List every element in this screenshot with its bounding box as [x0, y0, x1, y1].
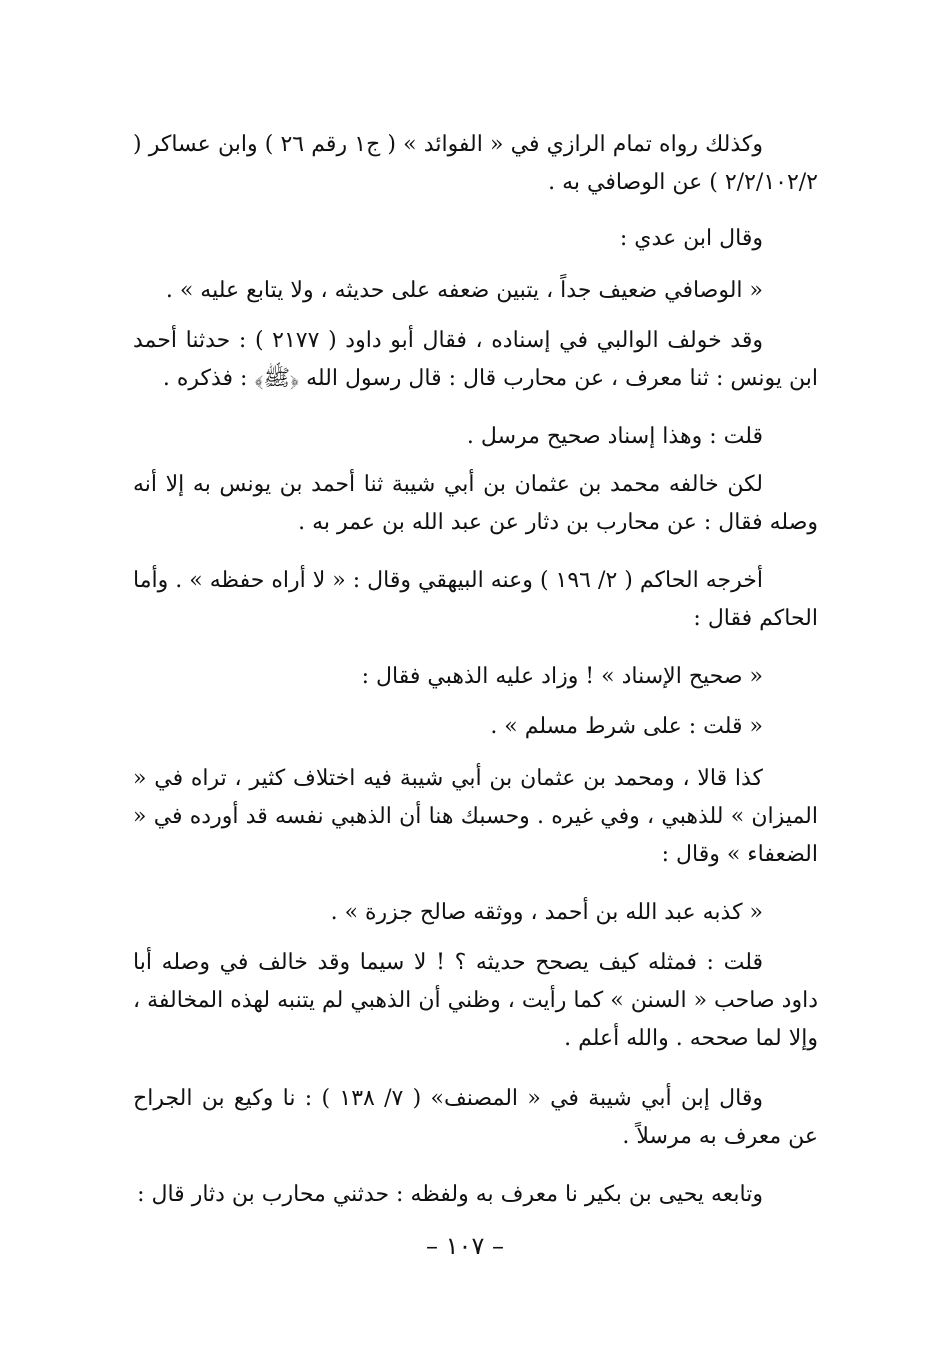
paragraph-3: « الوصافي ضعيف جداً ، يتبين ضعفه على حديثه ، ولا يتابع عليه » .	[165, 278, 763, 303]
paragraph-8: « صحيح الإسناد » ! وزاد عليه الذهبي فقال :	[361, 664, 763, 689]
page-number: – ١٠٧ –	[426, 1232, 504, 1260]
paragraph-2: وقال ابن عدي :	[619, 226, 763, 251]
paragraph-11: « كذبه عبد الله بن أحمد ، ووثقه صالح جزرة » .	[330, 900, 763, 925]
paragraph-7: أخرجه الحاكم ( ٢/ ١٩٦ ) وعنه البيهقي وقال : « لا أراه حفظه » . وأما الحاكم فقال :	[133, 568, 818, 631]
paragraph-5: قلت : وهذا إسناد صحيح مرسل .	[466, 424, 763, 449]
paragraph-6: لكن خالفه محمد بن عثمان بن أبي شيبة ثنا أحمد بن يونس به إلا أنه وصله فقال : عن محارب بن دثار عن عبد الله بن عمر به .	[133, 472, 818, 535]
paragraph-12: قلت : فمثله كيف يصحح حديثه ؟ ! لا سيما وقد خالف في وصله أبا داود صاحب « السنن » كما رأيت ، وظني أن الذهبي لم يتنبه لهذه المخالفة ، وإلا لما صححه . والله أعلم .	[133, 950, 818, 1051]
paragraph-4: وقد خولف الوالبي في إسناده ، فقال أبو داود ( ٢١٧٧ ) : حدثنا أحمد ابن يونس : ثنا معرف ، عن محارب قال : قال رسول الله ﴿ﷺ﴾ : فذكره .	[133, 328, 818, 391]
paragraph-14: وتابعه يحيى بن بكير نا معرف به ولفظه : حدثني محارب بن دثار قال :	[137, 1182, 763, 1207]
paragraph-1: وكذلك رواه تمام الرازي في « الفوائد » ( ج١ رقم ٢٦ ) وابن عساكر ( ٢/٢/١٠٢/٢ ) عن الوصافي به .	[133, 132, 818, 195]
paragraph-13: وقال إبن أبي شيبة في « المصنف» ( ٧/ ١٣٨ ) : نا وكيع بن الجراح عن معرف به مرسلاً .	[133, 1086, 818, 1149]
paragraph-10: كذا قالا ، ومحمد بن عثمان بن أبي شيبة فيه اختلاف كثير ، تراه في « الميزان » للذهبي ، وفي غيره . وحسبك هنا أن الذهبي نفسه قد أورده في « الضعفاء » وقال :	[133, 766, 818, 867]
paragraph-9: « قلت : على شرط مسلم » .	[490, 714, 763, 739]
